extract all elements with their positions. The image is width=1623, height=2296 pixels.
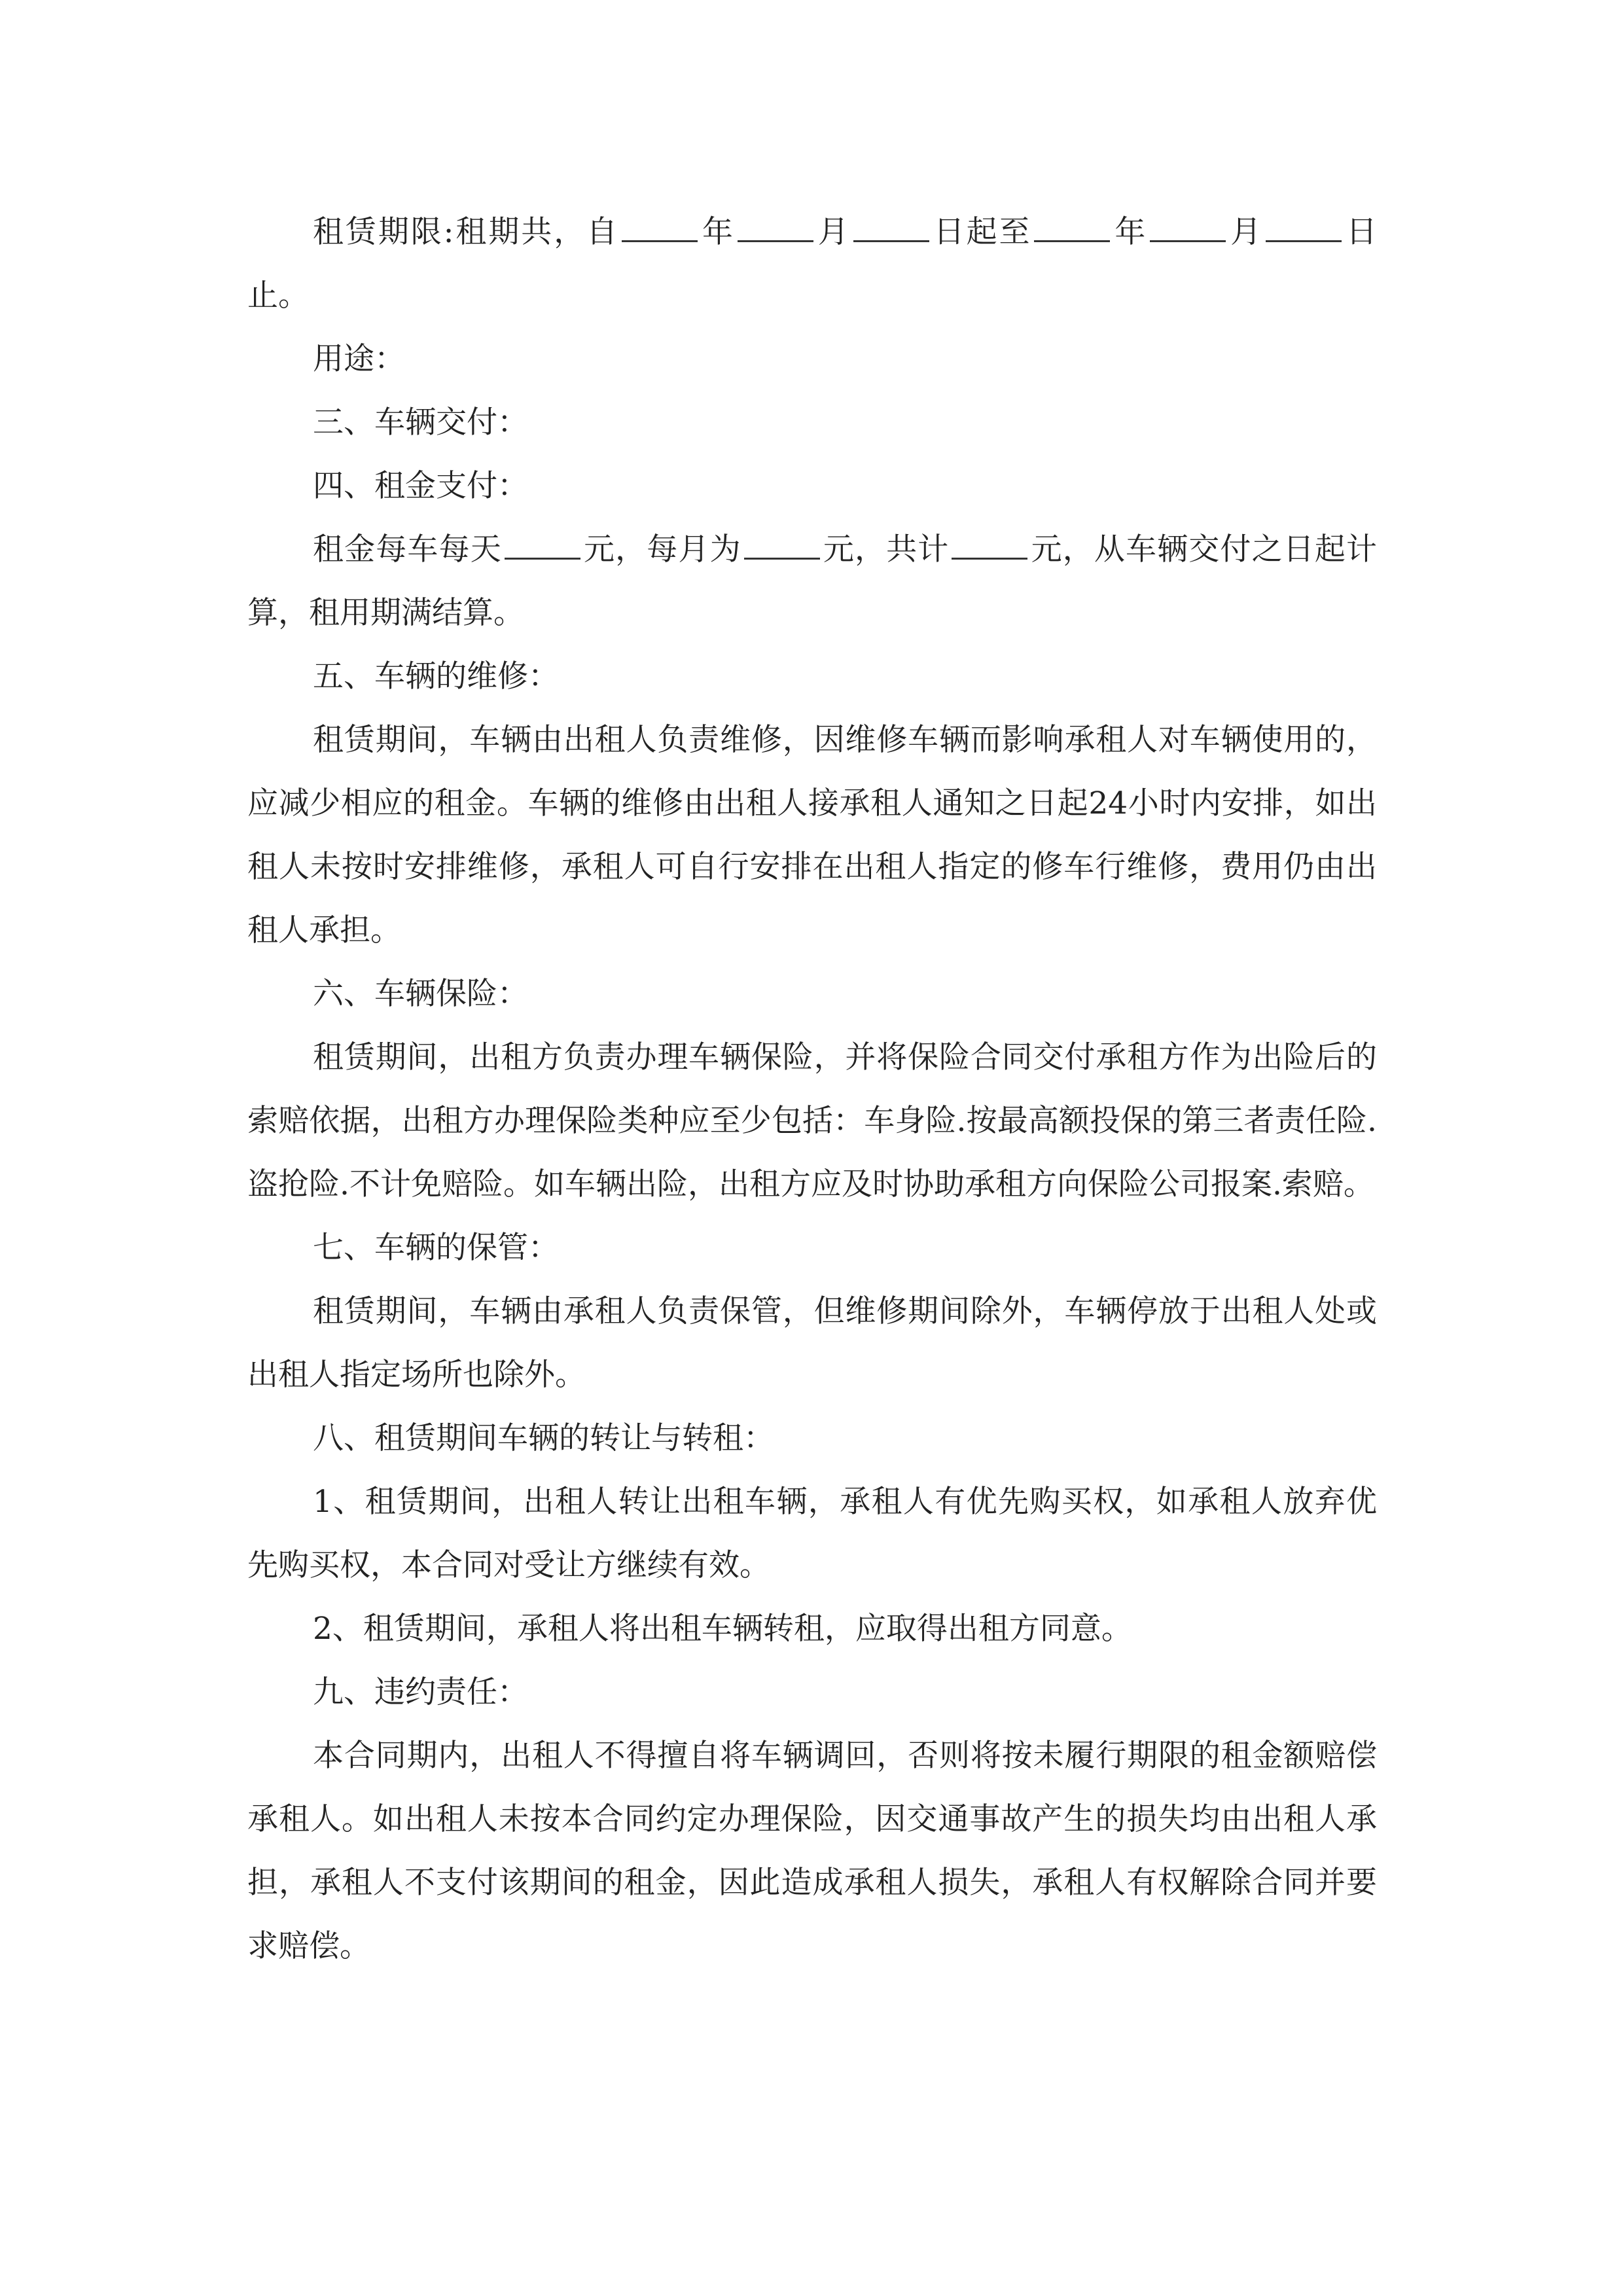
section-9-body: 本合同期内，出租人不得擅自将车辆调回，否则将按未履行期限的租金额赔偿承租人。如出租人未按本合同约定办理保险，因交通事故产生的损失均由出租人承担，承租人不支付该期间的租金，因此造成承租人损失，承租人有权解除合同并要求赔偿。 <box>247 1738 1377 1964</box>
rent-text: 元，从车辆交付之日起计算，租用期满结算。 <box>247 531 1378 631</box>
year-label: 年 <box>700 214 735 250</box>
section-8-heading: 八、租赁期间车辆的转让与转租： <box>313 1420 774 1456</box>
section-5-heading: 五、车辆的维修： <box>313 658 559 694</box>
section-7-heading: 七、车辆的保管： <box>313 1230 559 1266</box>
blank-start-day[interactable] <box>853 215 929 242</box>
rent-text: 元，共计 <box>822 531 950 567</box>
document-page <box>247 200 1377 1978</box>
day-to-label: 日止。 <box>247 214 1378 314</box>
term-paragraph <box>247 200 1377 327</box>
section-7-body: 租赁期间，车辆由承租人负责保管，但维修期间除外，车辆停放于出租人处或出租人指定场所也除外。 <box>247 1293 1377 1393</box>
blank-end-year[interactable] <box>1034 215 1110 242</box>
blank-daily-rent[interactable] <box>505 533 580 560</box>
section-6-heading: 六、车辆保险： <box>313 976 528 1012</box>
section-6-body: 租赁期间，出租方负责办理车辆保险，并将保险合同交付承租方作为出险后的索赔依据，出租方办理保险类种应至少包括：车身险.按最高额投保的第三者责任险.盗抢险.不计免赔险。如车辆出险，出租方应及时协助承租方向保险公司报案.索赔。 <box>247 1039 1377 1202</box>
rent-text: 租金每车每天 <box>313 531 502 567</box>
section-9-heading: 九、违约责任： <box>313 1674 528 1710</box>
blank-start-year[interactable] <box>622 215 698 242</box>
usage-line: 用途： <box>313 341 405 377</box>
blank-total-rent[interactable] <box>952 533 1027 560</box>
rent-text: 元，每月为 <box>582 531 741 567</box>
day-from-label: 日起至 <box>931 214 1032 250</box>
blank-end-day[interactable] <box>1266 215 1342 242</box>
section-8-item-2: 2、租赁期间，承租人将出租车辆转租，应取得出租方同意。 <box>313 1611 1132 1647</box>
term-label: 租赁期限: <box>313 214 454 250</box>
blank-start-month[interactable] <box>738 215 813 242</box>
term-text: 租期共，自 <box>454 214 620 250</box>
rent-paragraph <box>247 518 1377 645</box>
blank-monthly-rent[interactable] <box>744 533 820 560</box>
section-4-heading: 四、租金支付： <box>313 468 528 504</box>
section-5-body: 租赁期间，车辆由出租人负责维修，因维修车辆而影响承租人对车辆使用的，应减少相应的租金。车辆的维修由出租人接承租人通知之日起24小时内安排，如出租人未按时安排维修，承租人可自行安排在出租人指定的修车行维修，费用仍由出租人承担。 <box>247 722 1377 948</box>
year-label: 年 <box>1113 214 1148 250</box>
section-3-heading: 三、车辆交付： <box>313 404 528 440</box>
month-label: 月 <box>815 214 851 250</box>
section-8-item-1: 1、租赁期间，出租人转让出租车辆，承租人有优先购买权，如承租人放弃优先购买权，本合同对受让方继续有效。 <box>247 1484 1377 1583</box>
month-label: 月 <box>1228 214 1264 250</box>
blank-end-month[interactable] <box>1150 215 1226 242</box>
